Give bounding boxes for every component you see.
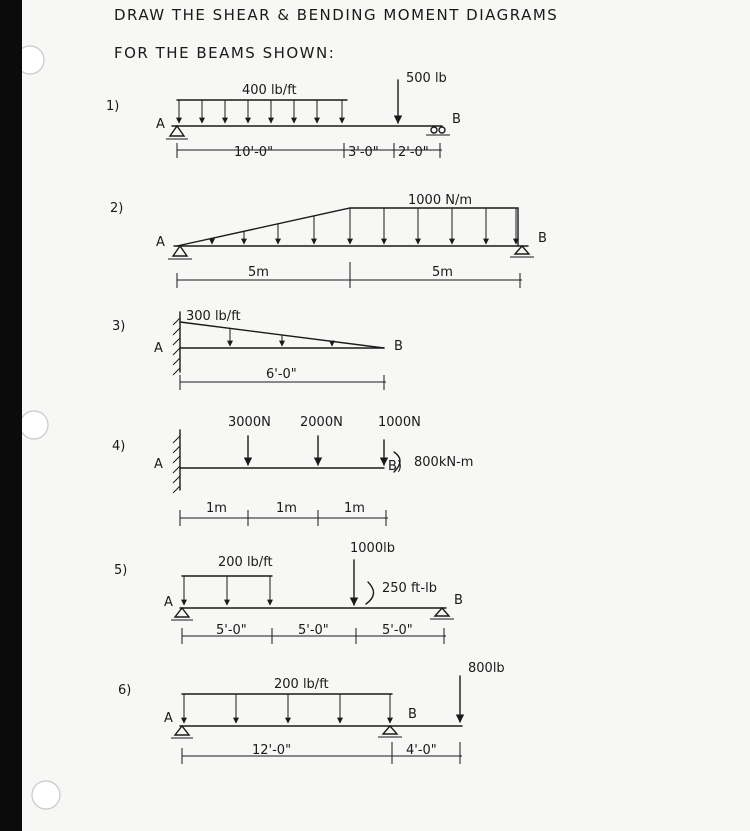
pin-support — [175, 608, 189, 617]
load-label-distributed: 200 lb/ft — [274, 677, 329, 692]
support-label-b: B — [408, 707, 417, 722]
load-label-point: 800lb — [468, 661, 505, 676]
distributed-load-outline — [177, 208, 518, 246]
load-label-point: 1000lb — [350, 541, 395, 556]
distributed-load-arrows — [179, 100, 342, 123]
support-label-a: A — [156, 235, 165, 250]
support-label-b: B — [452, 112, 461, 127]
page-title: DRAW THE SHEAR & BENDING MOMENT DIAGRAMS — [114, 6, 559, 24]
problem-number: 3) — [112, 319, 126, 334]
load-label-distributed: 1000 N/m — [408, 193, 472, 208]
dimension-label: 1m — [344, 501, 365, 516]
load-label-distributed: 200 lb/ft — [218, 555, 273, 570]
problem-number: 5) — [114, 563, 128, 578]
dimension-label: 5'-0" — [382, 623, 413, 638]
problem-number: 1) — [106, 99, 120, 114]
load-label-moment: 800kN-m — [414, 455, 474, 470]
problem-5 — [114, 541, 463, 644]
support-label-b: B — [538, 231, 547, 246]
wall-hatching — [173, 318, 180, 375]
binder-holes — [22, 46, 60, 809]
roller-support — [431, 127, 437, 133]
dimension-label: 2'-0" — [398, 145, 429, 160]
support-label-a: A — [164, 595, 173, 610]
dimension-label: 5'-0" — [298, 623, 329, 638]
document-page — [22, 0, 750, 831]
problem-6 — [118, 661, 505, 764]
problem-number: 4) — [112, 439, 126, 454]
dimension-label: 10'-0" — [234, 145, 274, 160]
pin-support — [173, 246, 187, 256]
roller-support — [383, 726, 397, 734]
dimension-label: 12'-0" — [252, 743, 292, 758]
load-label-point: 500 lb — [406, 71, 447, 86]
dimension-label: 1m — [206, 501, 227, 516]
load-label-distributed: 300 lb/ft — [186, 309, 241, 324]
dimension-label: 5m — [432, 265, 453, 280]
support-label-a: A — [164, 711, 173, 726]
roller-support — [439, 127, 445, 133]
dimension-label: 6'-0" — [266, 367, 297, 382]
problem-number: 6) — [118, 683, 132, 698]
pin-support — [170, 126, 184, 136]
support-label-a: A — [156, 117, 165, 132]
load-label-point: 3000N — [228, 415, 271, 430]
load-label-moment: 250 ft-lb — [382, 581, 437, 596]
moment-arc — [366, 582, 374, 604]
problem-number: 2) — [110, 201, 124, 216]
support-label-a: A — [154, 457, 163, 472]
wall-hatching — [173, 436, 180, 493]
problem-3 — [112, 309, 403, 390]
problem-4 — [112, 415, 473, 526]
dimension-label: 5m — [248, 265, 269, 280]
problem-2 — [110, 193, 547, 288]
roller-support — [515, 246, 529, 254]
roller-support — [435, 608, 449, 616]
distributed-load-arrows — [212, 208, 516, 244]
dimension-label: 3'-0" — [348, 145, 379, 160]
distributed-load-arrows — [184, 694, 390, 723]
support-label-a: A — [154, 341, 163, 356]
beam-problems-sheet — [22, 0, 750, 831]
support-label-b: B — [454, 593, 463, 608]
distributed-load-arrows — [184, 576, 270, 605]
load-label-point: 2000N — [300, 415, 343, 430]
dimension-label: 1m — [276, 501, 297, 516]
problem-1 — [106, 71, 461, 160]
load-label-point: 1000N — [378, 415, 421, 430]
dimension-label: 5'-0" — [216, 623, 247, 638]
page-subtitle: FOR THE BEAMS SHOWN: — [114, 44, 336, 62]
support-label-b: B — [394, 339, 403, 354]
pin-support — [175, 726, 189, 735]
load-label-distributed: 400 lb/ft — [242, 83, 297, 98]
support-label-b: B) — [388, 459, 402, 474]
dimension-label: 4'-0" — [406, 743, 437, 758]
